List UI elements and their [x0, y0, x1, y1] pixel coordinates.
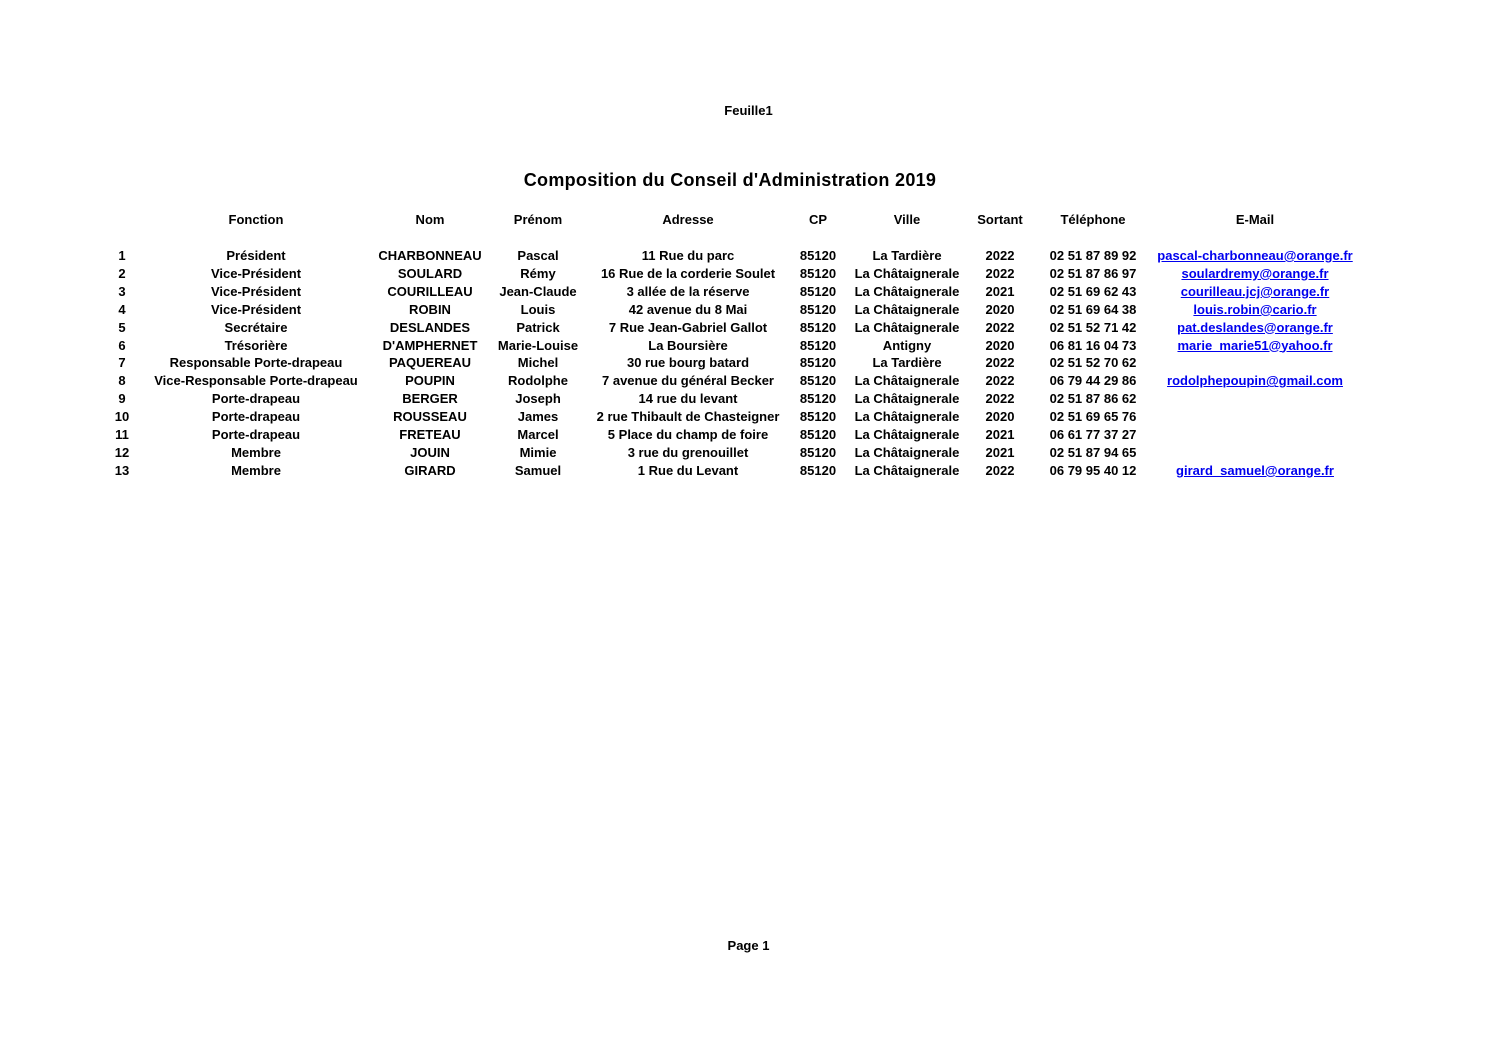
- cell-nom: ROBIN: [409, 301, 451, 317]
- cell-prenom: Marcel: [517, 427, 559, 442]
- row-number: 11: [115, 427, 129, 442]
- cell-adresse: La Boursière: [648, 337, 728, 353]
- cell-prenom: Mimie: [519, 444, 557, 460]
- cell-adresse: 42 avenue du 8 Mai: [628, 301, 748, 317]
- cell-nom: BERGER: [402, 391, 458, 407]
- cell-ville: La Châtaignerale: [854, 301, 960, 317]
- cell-adresse: 14 rue du levant: [638, 391, 738, 407]
- cell-nom: SOULARD: [397, 265, 463, 281]
- cell-nom: GIRARD: [404, 462, 456, 478]
- cell-nom: D'AMPHERNET: [382, 337, 478, 353]
- cell-prenom: Marie-Louise: [497, 337, 579, 353]
- cell-telephone: 02 51 87 86 62: [1049, 391, 1137, 407]
- cell-fonction: Porte-drapeau: [211, 427, 301, 442]
- cell-adresse: 11 Rue du parc: [641, 248, 735, 263]
- row-number: 3: [118, 283, 126, 299]
- table-row: [0, 372, 1497, 390]
- cell-cp: 85120: [799, 355, 837, 371]
- row-number: 8: [118, 373, 126, 389]
- cell-cp: 85120: [799, 337, 837, 353]
- cell-telephone: 06 81 16 04 73: [1049, 337, 1137, 353]
- cell-telephone: 02 51 52 70 62: [1049, 355, 1137, 371]
- row-number: 13: [114, 462, 130, 478]
- table-row: [0, 337, 1497, 355]
- cell-cp: 85120: [799, 301, 837, 317]
- email-link[interactable]: louis.robin@cario.fr: [1193, 301, 1317, 317]
- table-row: [0, 462, 1497, 480]
- cell-prenom: Michel: [517, 355, 559, 371]
- row-number: 2: [118, 265, 126, 281]
- cell-cp: 85120: [799, 265, 837, 281]
- cell-sortant: 2021: [985, 427, 1015, 442]
- cell-fonction: Secrétaire: [224, 319, 288, 335]
- cell-sortant: 2021: [985, 444, 1015, 460]
- cell-cp: 85120: [799, 319, 837, 335]
- cell-ville: La Châtaignerale: [854, 319, 960, 335]
- cell-prenom: Joseph: [515, 391, 561, 407]
- cell-adresse: 3 rue du grenouillet: [627, 444, 749, 460]
- cell-telephone: 02 51 52 71 42: [1049, 319, 1137, 335]
- cell-adresse: 5 Place du champ de foire: [607, 427, 769, 442]
- cell-fonction: Vice-Président: [210, 283, 302, 299]
- sheet-name: Feuille1: [724, 103, 773, 118]
- cell-ville: La Châtaignerale: [854, 409, 960, 425]
- cell-cp: 85120: [799, 427, 837, 442]
- cell-cp: 85120: [799, 373, 837, 389]
- document-title: Composition du Conseil d'Administration 2019: [523, 170, 937, 190]
- cell-fonction: Président: [226, 248, 286, 263]
- cell-adresse: 1 Rue du Levant: [637, 462, 739, 478]
- table-row: [0, 319, 1497, 337]
- cell-telephone: 02 51 69 65 76: [1049, 409, 1137, 425]
- cell-adresse: 30 rue bourg batard: [626, 355, 750, 371]
- row-number: 12: [114, 444, 130, 460]
- cell-prenom: Rémy: [520, 265, 556, 281]
- cell-cp: 85120: [799, 409, 837, 425]
- table-row: [0, 283, 1497, 301]
- header-email: E-Mail: [1235, 212, 1275, 227]
- row-number: 1: [118, 248, 126, 263]
- cell-cp: 85120: [799, 283, 837, 299]
- cell-fonction: Porte-drapeau: [211, 391, 301, 407]
- cell-adresse: 16 Rue de la corderie Soulet: [600, 265, 776, 281]
- header-telephone: Téléphone: [1060, 212, 1126, 227]
- table-row: [0, 247, 1497, 265]
- cell-telephone: 02 51 69 64 38: [1049, 301, 1137, 317]
- cell-fonction: Membre: [231, 462, 281, 478]
- row-number: 10: [114, 409, 130, 425]
- header-prenom: Prénom: [513, 212, 563, 227]
- cell-sortant: 2022: [985, 248, 1015, 263]
- cell-nom: JOUIN: [410, 444, 450, 460]
- cell-sortant: 2020: [985, 409, 1015, 425]
- row-number: 9: [118, 391, 126, 407]
- header-cp: CP: [808, 212, 828, 227]
- cell-cp: 85120: [799, 462, 837, 478]
- table-row: [0, 390, 1497, 408]
- cell-ville: La Châtaignerale: [854, 391, 960, 407]
- cell-adresse: 3 allée de la réserve: [626, 283, 750, 299]
- row-number: 5: [118, 319, 126, 335]
- cell-telephone: 06 79 95 40 12: [1049, 462, 1137, 478]
- cell-ville: La Châtaignerale: [854, 444, 960, 460]
- cell-telephone: 02 51 87 86 97: [1049, 265, 1137, 281]
- cell-fonction: Responsable Porte-drapeau: [169, 355, 343, 371]
- cell-sortant: 2022: [985, 462, 1015, 478]
- row-number: 6: [118, 337, 126, 353]
- cell-ville: La Châtaignerale: [854, 462, 960, 478]
- cell-sortant: 2020: [985, 337, 1015, 353]
- email-link[interactable]: rodolphepoupin@gmail.com: [1167, 373, 1343, 389]
- cell-fonction: Membre: [231, 444, 281, 460]
- cell-cp: 85120: [799, 391, 837, 407]
- cell-sortant: 2021: [985, 283, 1015, 299]
- cell-sortant: 2022: [985, 355, 1015, 371]
- cell-prenom: Jean-Claude: [499, 283, 577, 299]
- cell-adresse: 7 avenue du général Becker: [602, 373, 774, 389]
- cell-prenom: Patrick: [516, 319, 560, 335]
- cell-nom: FRETEAU: [399, 427, 461, 442]
- cell-prenom: James: [517, 409, 559, 425]
- cell-fonction: Vice-Responsable Porte-drapeau: [154, 373, 358, 389]
- cell-sortant: 2022: [985, 265, 1015, 281]
- email-link[interactable]: pat.deslandes@orange.fr: [1177, 319, 1333, 335]
- cell-sortant: 2022: [985, 373, 1015, 389]
- cell-ville: La Châtaignerale: [854, 265, 960, 281]
- table-row: [0, 301, 1497, 319]
- header-sortant: Sortant: [977, 212, 1023, 227]
- cell-telephone: 02 51 69 62 43: [1049, 283, 1137, 299]
- cell-nom: CHARBONNEAU: [378, 248, 482, 263]
- cell-telephone: 02 51 87 89 92: [1049, 248, 1137, 263]
- email-link[interactable]: pascal-charbonneau@orange.fr: [1157, 248, 1353, 263]
- cell-prenom: Samuel: [514, 462, 562, 478]
- cell-ville: La Tardière: [872, 248, 942, 263]
- cell-sortant: 2022: [985, 391, 1015, 407]
- cell-nom: PAQUEREAU: [388, 355, 472, 371]
- header-ville: Ville: [893, 212, 921, 227]
- header-adresse: Adresse: [662, 212, 714, 227]
- cell-prenom: Rodolphe: [508, 373, 568, 389]
- email-link[interactable]: marie_marie51@yahoo.fr: [1177, 337, 1333, 353]
- table-row: [0, 444, 1497, 462]
- cell-cp: 85120: [799, 444, 837, 460]
- cell-fonction: Vice-Président: [210, 301, 302, 317]
- email-link[interactable]: girard_samuel@orange.fr: [1176, 462, 1334, 478]
- cell-nom: COURILLEAU: [387, 283, 473, 299]
- row-number: 7: [118, 355, 126, 371]
- cell-ville: La Châtaignerale: [854, 427, 960, 442]
- cell-fonction: Porte-drapeau: [211, 409, 301, 425]
- table-header-row: [0, 211, 1497, 229]
- cell-nom: ROUSSEAU: [393, 409, 467, 425]
- cell-cp: 85120: [799, 248, 837, 263]
- table-row: [0, 354, 1497, 372]
- cell-fonction: Trésorière: [224, 337, 288, 353]
- cell-prenom: Louis: [520, 301, 556, 317]
- cell-nom: POUPIN: [405, 373, 455, 389]
- cell-adresse: 2 rue Thibault de Chasteigner: [596, 409, 780, 425]
- cell-telephone: 02 51 87 94 65: [1049, 444, 1137, 460]
- cell-ville: La Châtaignerale: [854, 373, 960, 389]
- cell-telephone: 06 61 77 37 27: [1049, 427, 1137, 442]
- header-fonction: Fonction: [228, 212, 284, 227]
- cell-adresse: 7 Rue Jean-Gabriel Gallot: [608, 319, 768, 335]
- table-row: [0, 265, 1497, 283]
- cell-fonction: Vice-Président: [210, 265, 302, 281]
- cell-telephone: 06 79 44 29 86: [1049, 373, 1137, 389]
- cell-ville: La Tardière: [872, 355, 942, 371]
- email-link[interactable]: courilleau.jcj@orange.fr: [1180, 283, 1330, 299]
- cell-nom: DESLANDES: [389, 319, 471, 335]
- table-row: [0, 408, 1497, 426]
- row-number: 4: [118, 301, 126, 317]
- table-row: [0, 426, 1497, 444]
- email-link[interactable]: soulardremy@orange.fr: [1181, 265, 1329, 281]
- cell-sortant: 2022: [985, 319, 1015, 335]
- cell-sortant: 2020: [985, 301, 1015, 317]
- cell-ville: Antigny: [882, 337, 932, 353]
- cell-ville: La Châtaignerale: [854, 283, 960, 299]
- cell-prenom: Pascal: [517, 248, 559, 263]
- page-number: Page 1: [727, 938, 770, 953]
- header-nom: Nom: [415, 212, 445, 227]
